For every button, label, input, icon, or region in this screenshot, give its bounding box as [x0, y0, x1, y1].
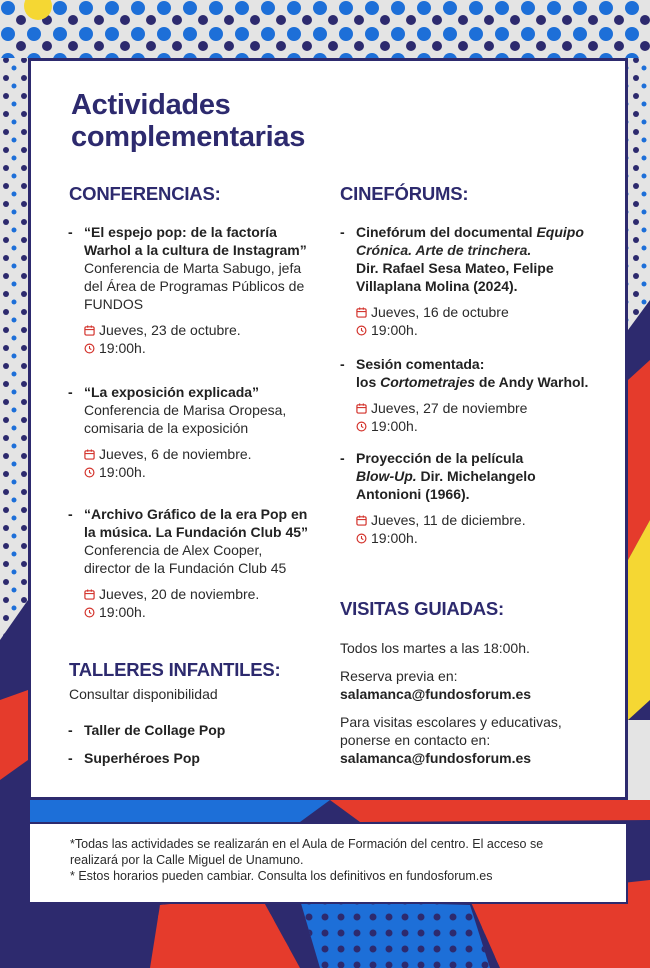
- event-date: Jueves, 23 de octubre.: [84, 321, 328, 339]
- escolares-text-2: ponerse en contacto en:: [340, 732, 491, 748]
- footer-line-2: realizará por la Calle Miguel de Unamuno.: [70, 853, 304, 867]
- conference-item-2: - “La exposición explicada” Conferencia de Marisa Oropesa, comisaria de la exposición Jueves, 6 de noviembre. 19:00h.: [68, 383, 328, 481]
- visitas-heading: VISITAS GUIADAS:: [340, 598, 504, 619]
- talleres-note: Consultar disponibilidad: [69, 686, 218, 702]
- clock-icon: [84, 467, 95, 478]
- clock-icon: [84, 343, 95, 354]
- cineforum-item-2: - Sesión comentada: los Cortometrajes de Andy Warhol. Jueves, 27 de noviembre 19:00h.: [340, 355, 610, 435]
- clock-icon: [356, 325, 367, 336]
- event-date: Jueves, 11 de diciembre.: [356, 511, 610, 529]
- footer-notes: [28, 822, 628, 904]
- calendar-icon: [356, 515, 367, 526]
- conference-item-1: - “El espejo pop: de la factoría Warhol a la cultura de Instagram” Conferencia de Marta Sabugo, jefa del Área de Programas Públicos de FUNDOS Jueves, 23 de octubre. 19:00h.: [68, 223, 328, 357]
- event-date: Jueves, 6 de noviembre.: [84, 445, 328, 463]
- event-time: 19:00h.: [356, 321, 610, 339]
- talleres-heading: TALLERES INFANTILES:: [69, 659, 281, 680]
- escolares-text-1: Para visitas escolares y educativas,: [340, 714, 562, 730]
- conferencias-heading: CONFERENCIAS:: [69, 183, 221, 204]
- event-time: 19:00h.: [356, 417, 610, 435]
- calendar-icon: [356, 307, 367, 318]
- event-date: Jueves, 16 de octubre: [356, 303, 610, 321]
- conference-item-3: - “Archivo Gráfico de la era Pop en la música. La Fundación Club 45” Conferencia de Alex Cooper, director de la Fundación Club 45 Jueves, 20 de noviembre. 19:00h.: [68, 505, 328, 621]
- reserva-label: Reserva previa en:: [340, 668, 458, 684]
- event-time: 19:00h.: [84, 603, 328, 621]
- clock-icon: [356, 421, 367, 432]
- activities-card: [28, 58, 628, 800]
- clock-icon: [356, 533, 367, 544]
- calendar-icon: [356, 403, 367, 414]
- visitas-schedule: Todos los martes a las 18:00h.: [340, 640, 530, 656]
- event-date: Jueves, 20 de noviembre.: [84, 585, 328, 603]
- clock-icon: [84, 607, 95, 618]
- event-time: 19:00h.: [84, 339, 328, 357]
- event-time: 19:00h.: [84, 463, 328, 481]
- page-title: Actividades complementarias: [71, 89, 306, 153]
- cineforum-item-3: - Proyección de la película Blow-Up. Dir. Michelangelo Antonioni (1966). Jueves, 11 de diciembre. 19:00h.: [340, 449, 610, 547]
- footer-line-1: *Todas las actividades se realizarán en el Aula de Formación del centro. El acceso se: [70, 837, 544, 851]
- calendar-icon: [84, 589, 95, 600]
- footer-line-3: * Estos horarios pueden cambiar. Consulta los definitivos en fundosforum.es: [70, 869, 493, 883]
- event-time: 19:00h.: [356, 529, 610, 547]
- calendar-icon: [84, 325, 95, 336]
- cineforum-item-1: - Cinefórum del documental Equipo Crónica. Arte de trinchera. Dir. Rafael Sesa Mateo, Felipe Villaplana Molina (2024). Jueves, 16 de octubre 19:00h.: [340, 223, 610, 339]
- taller-item-2: - Superhéroes Pop: [68, 750, 200, 766]
- calendar-icon: [84, 449, 95, 460]
- event-date: Jueves, 27 de noviembre: [356, 399, 610, 417]
- reserva-email-link[interactable]: salamanca@fundosforum.es: [340, 686, 532, 702]
- taller-item-1: - Taller de Collage Pop: [68, 722, 226, 738]
- cineforums-heading: CINEFÓRUMS:: [340, 183, 469, 204]
- escolares-email-link[interactable]: salamanca@fundosforum.es: [340, 750, 532, 766]
- visitas-info: [340, 639, 610, 767]
